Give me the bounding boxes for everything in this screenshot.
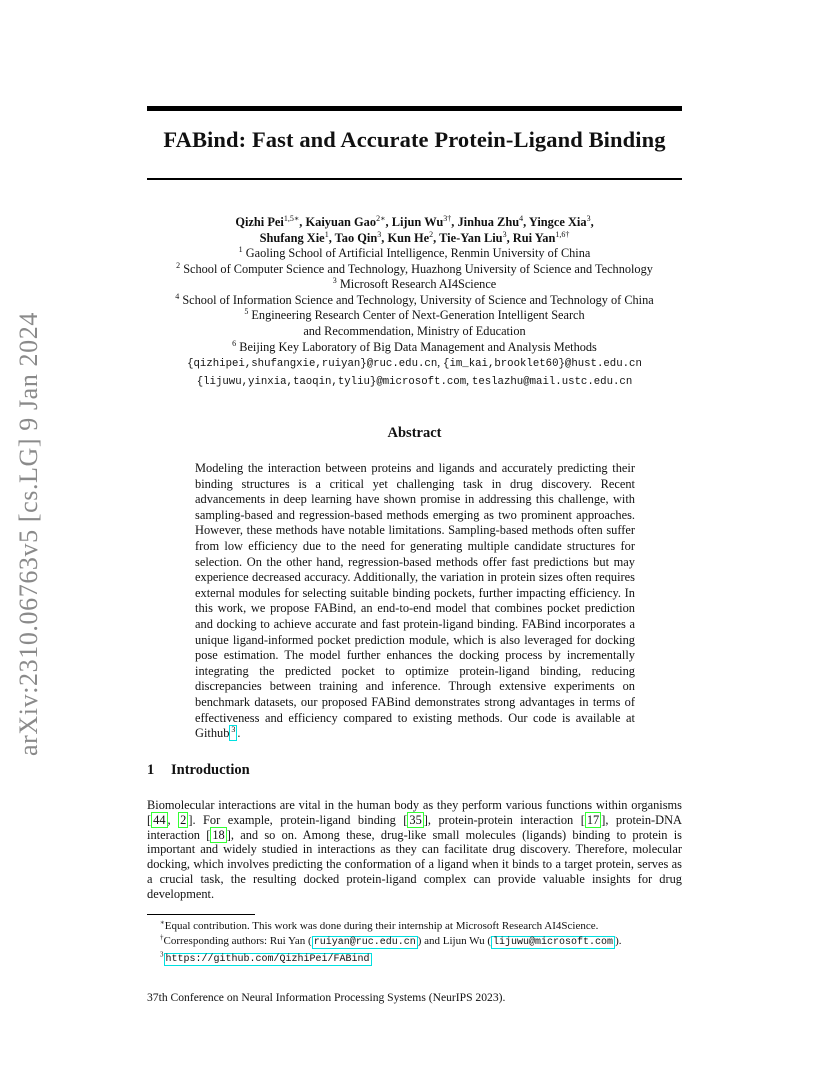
footnote-1: ∗Equal contribution. This work was done during their internship at Microsoft Research AI4Science. (160, 918, 599, 932)
affiliation: $^4$ School of Information Science and Technology, University of Science and Technology of China (175, 291, 654, 307)
citation-link[interactable]: 17 (586, 812, 600, 827)
email-link[interactable]: lijuwu@microsoft.com (493, 936, 614, 948)
affiliation: $^6$ Beijing Key Laboratory of Big Data Management and Analysis Methods (232, 338, 597, 354)
author-name: Kaiyuan Gao (305, 215, 377, 229)
section-title: Introduction (171, 762, 250, 778)
affiliation: $^1$ Gaoling School of Artificial Intelligence, Renmin University of China (238, 244, 591, 260)
email-line-2: {lijuwu,yinxia,taoqin,tyliu}@microsoft.com, teslazhu@mail.ustc.edu.cn (196, 373, 633, 388)
footnote-link[interactable]: 3 (229, 725, 237, 741)
github-link[interactable]: https://github.com/QizhiPei/FABind (165, 953, 370, 965)
arxiv-identifier: arXiv:2310.06763v5 [cs.LG] 9 Jan 2024 (14, 312, 43, 756)
footnote-2: †Corresponding authors: Rui Yan ( ruiyan@ruc.edu.cn ) and Lijun Wu ( lijuwu@microsoft.com ). (160, 933, 622, 948)
email: {lijuwu,yinxia,taoqin,tyliu}@microsoft.com (196, 375, 467, 388)
author-line-2: Shufang Xie$^1$, Tao Qin$^3$, Kun He$^2$, Tie-Yan Liu$^3$, Rui Yan$^{1,6\dagger}$ (259, 229, 570, 245)
author-name: Kun He (387, 231, 430, 245)
footnotes (160, 919, 690, 967)
affiliation: $^3$ Microsoft Research AI4Science (332, 276, 497, 292)
abstract-heading: Abstract (387, 425, 442, 441)
title-top-rule (147, 106, 682, 111)
footnote-rule (147, 914, 255, 915)
author-name: Yingce Xia (528, 215, 587, 229)
section-number: 1 (147, 762, 155, 778)
email: {qizhipei,shufangxie,ruiyan}@ruc.edu.cn (187, 358, 438, 371)
affiliation: and Recommendation, Ministry of Education (303, 323, 526, 338)
author-block (147, 214, 682, 390)
email-link[interactable]: ruiyan@ruc.edu.cn (313, 936, 416, 948)
author-name: Tao Qin (334, 231, 378, 245)
email: teslazhu@mail.ustc.edu.cn (471, 375, 633, 388)
introduction-paragraph: Biomolecular interactions are vital in the human body as they perform various functions within organisms [ 44 , 2 ]. For example, protein-ligand binding [ 35 ], protein-protein interaction [ 17 ], protein-DNA interaction [ 18 ], and so on. Among these, drug-like small molecules (ligands) binding to protein is important and widely studied in interactions as they can facilitate drug discovery. Therefore, molecular docking, which involves predicting the conformation of a ligand when it binds to a target protein, serves as a crucial task, the resulting docked protein-ligand complex can provide valuable insights for drug development. (147, 798, 682, 901)
author-name: Lijun Wu (391, 215, 444, 229)
author-name: Tie-Yan Liu (439, 231, 503, 245)
conference-note: 37th Conference on Neural Information Processing Systems (NeurIPS 2023). (147, 991, 506, 1004)
citation-link[interactable]: 18 (212, 827, 225, 842)
email-line-1: {qizhipei,shufangxie,ruiyan}@ruc.edu.cn, {im_kai,brooklet60}@hust.edu.cn (187, 356, 642, 371)
affiliation: $^2$ School of Computer Science and Technology, Huazhong University of Science and Technology (176, 260, 653, 276)
footnote-3: $^3$ https://github.com/QizhiPei/FABind (160, 949, 370, 965)
citation-link[interactable]: 35 (409, 812, 422, 827)
section-heading (147, 762, 250, 779)
author-name: Shufang Xie (259, 231, 325, 245)
abstract-body: Modeling the interaction between proteins and ligands and accurately predicting their binding structures is a critical yet challenging task in drug discovery. Recent advancements in deep learning have shown promise in addressing this challenge, with sampling-based and regression-based methods emerging as two prominent approaches. However, these methods have notable limitations. Sampling-based methods often suffer from low efficiency due to the need for generating multiple candidate structures for selection. On the other hand, regression-based methods offer fast predictions but may experience decreased accuracy. Additionally, the variation in protein sizes often requires external modules for selecting suitable binding pockets, further impacting efficiency. In this work, we propose FABind, an end-to-end model that combines pocket prediction and docking to achieve accurate and fast protein-ligand binding. FABind incorporates a unique ligand-informed pocket prediction module, which is also leveraged for docking pose estimation. The model further enhances the docking process by incrementally integrating the predicted pocket to optimize protein-ligand binding, reducing discrepancies between training and inference. Through extensive experiments on benchmark datasets, our proposed FABind demonstrates strong advantages in terms of effectiveness and efficiency compared to existing methods. Our code is available at Github $^3$ . (195, 461, 635, 741)
author-name: Jinhua Zhu (457, 215, 520, 229)
citation-link[interactable]: 44 (153, 812, 166, 827)
author-line-1: Qizhi Pei$^{1,5∗}$, Kaiyuan Gao$^{2∗}$, Lijun $Wu^{3\dagger}$, Jinhua Zhu$^4$, Yingce Xia$^3$, (235, 213, 594, 229)
affiliation: $^5$ Engineering Research Center of Next-Generation Intelligent Search (244, 307, 585, 323)
author-name: Rui Yan (512, 231, 556, 245)
title-bottom-rule (147, 178, 682, 180)
author-name: Qizhi Pei (235, 215, 284, 229)
email: {im_kai,brooklet60}@hust.edu.cn (443, 358, 642, 371)
citation-link[interactable]: 2 (180, 812, 187, 827)
paper-title: FABind: Fast and Accurate Protein-Ligand Binding (163, 127, 666, 152)
